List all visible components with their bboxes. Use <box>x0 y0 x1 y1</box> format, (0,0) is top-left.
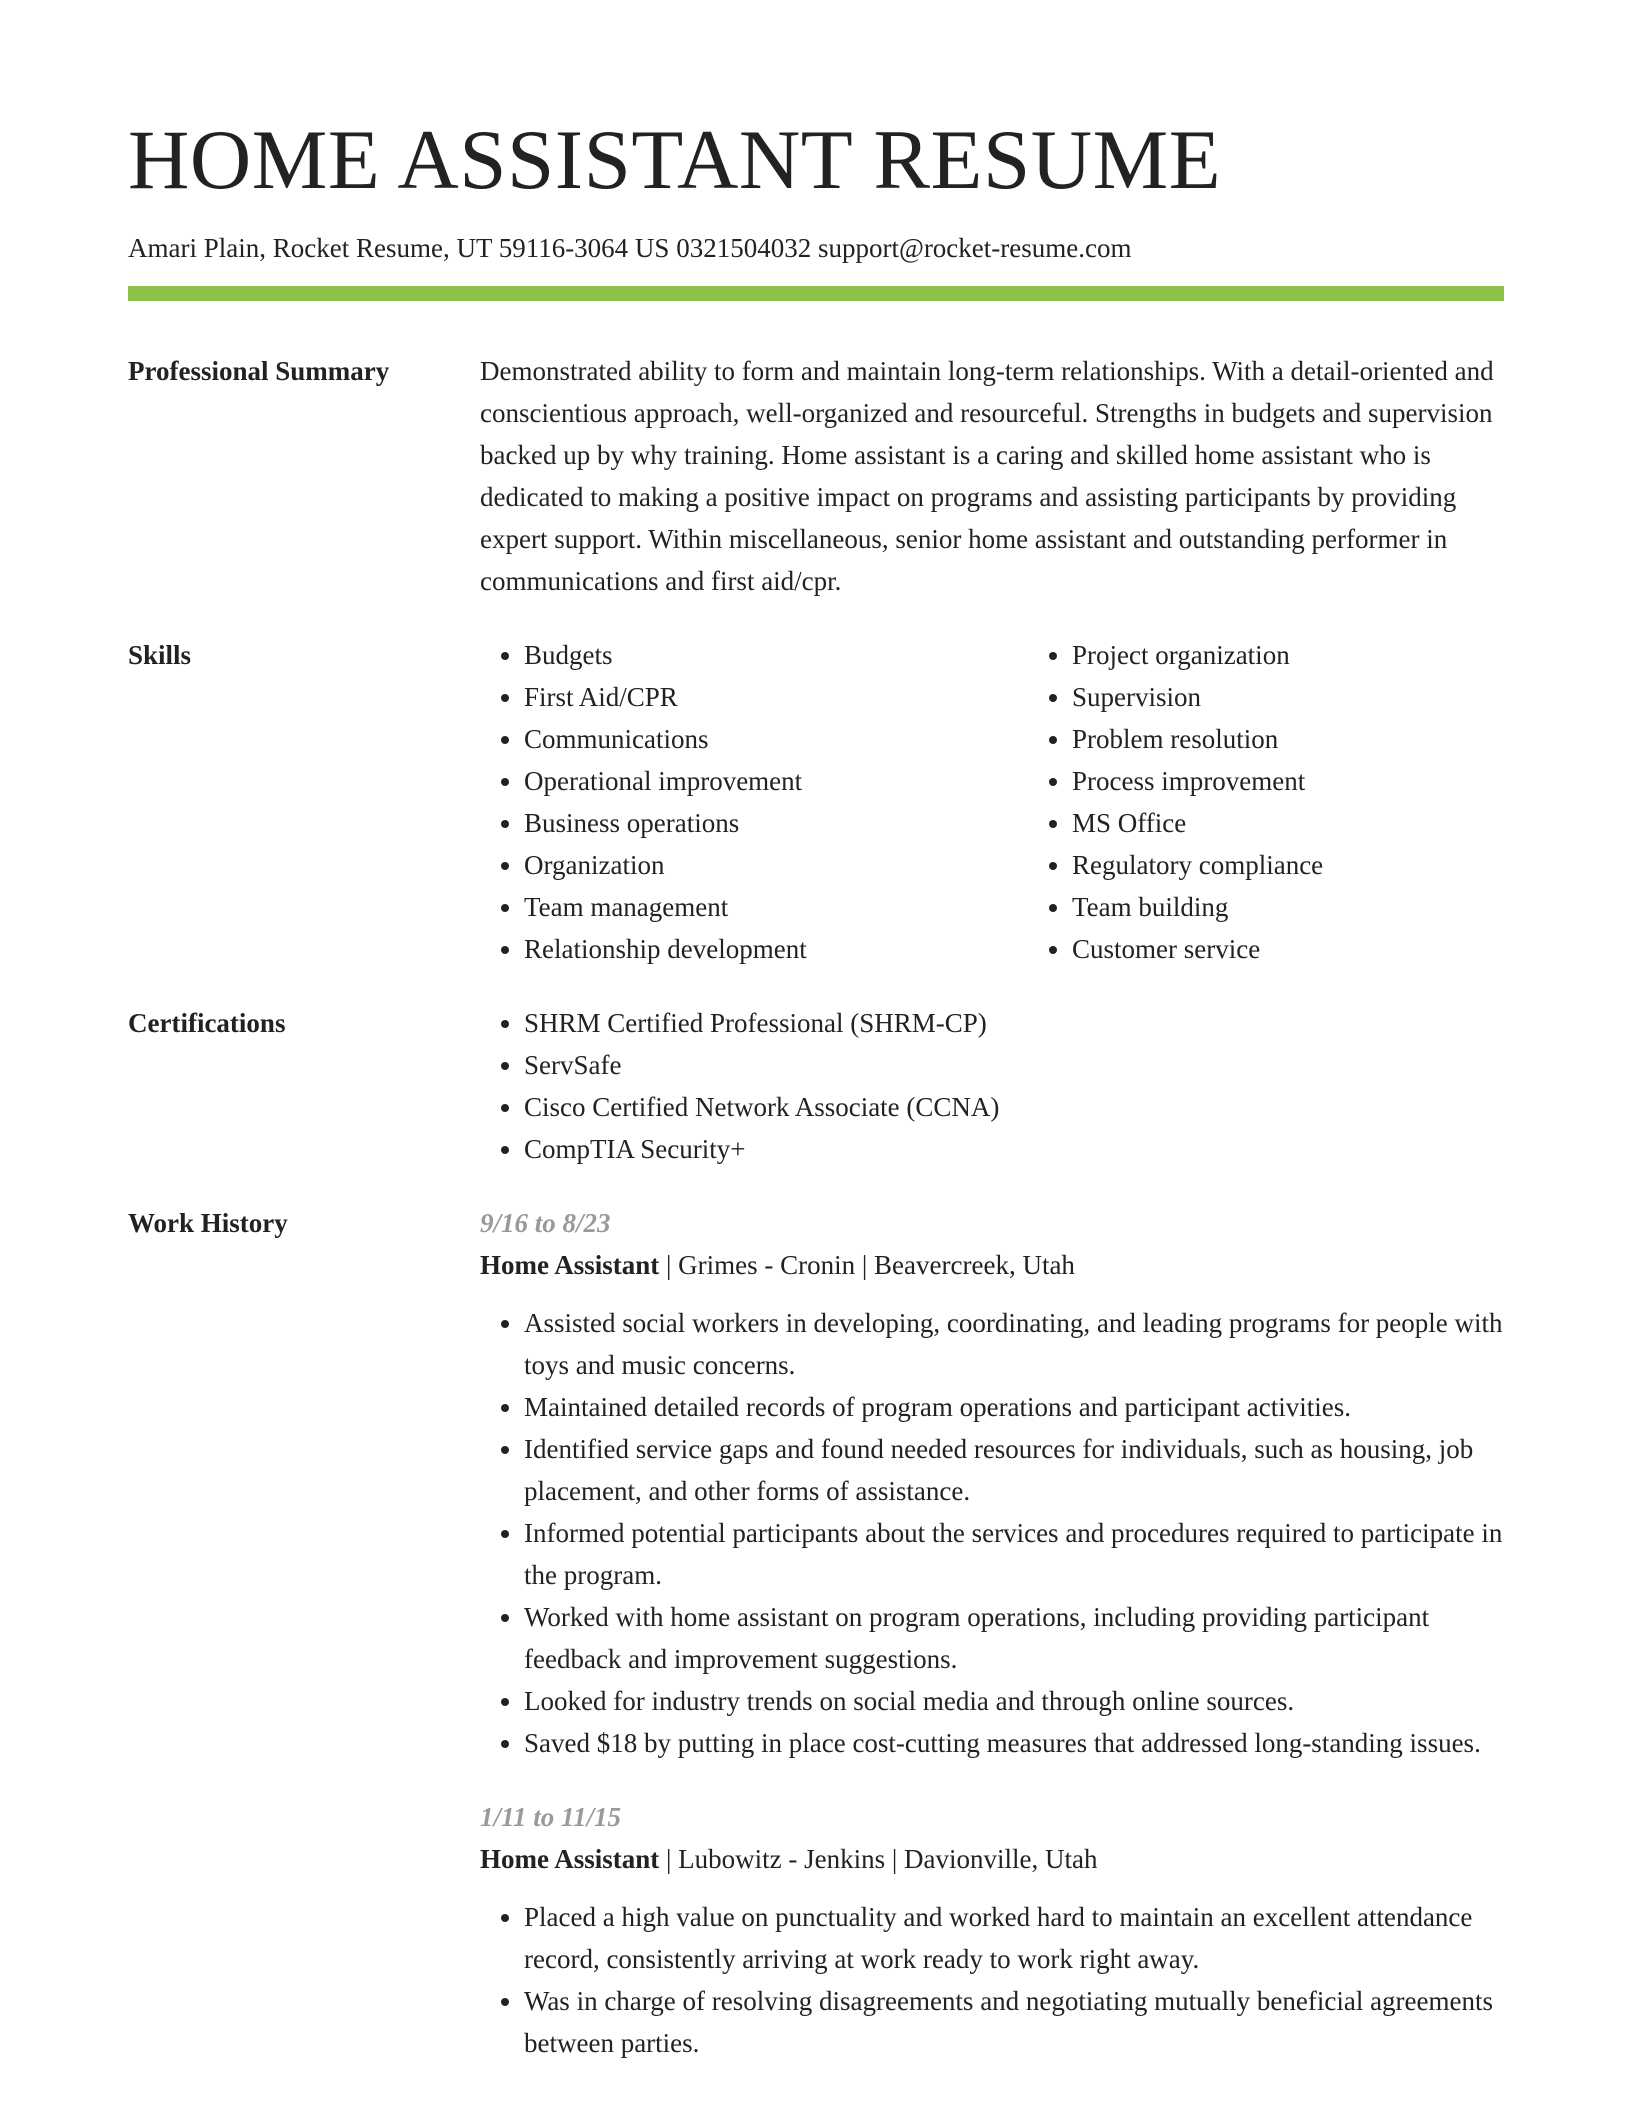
job-entry <box>480 1202 1504 1764</box>
job-role: Home Assistant <box>480 1844 660 1874</box>
job-duty: • Saved $18 by putting in place cost-cutting measures that addressed long-standing issues. <box>524 1722 1504 1764</box>
skill-item: • Supervision <box>1072 676 1576 718</box>
skill-item: • Business operations <box>524 802 1028 844</box>
section-label-summary: Professional Summary <box>128 356 390 386</box>
skills-list-left <box>480 634 1028 970</box>
job-title-line <box>480 1838 1504 1880</box>
contact-line: Amari Plain, Rocket Resume, UT 59116-3064 US 0321504032 support@rocket-resume.com <box>128 233 1132 263</box>
section-label-work-history: Work History <box>128 1208 288 1238</box>
section-certifications <box>128 1002 1504 1170</box>
job-duty: • Assisted social workers in developing, coordinating, and leading programs for people with toys and music concerns. <box>524 1302 1504 1386</box>
job-duties-list <box>480 1302 1504 1764</box>
job-entry <box>480 1796 1504 2064</box>
skill-item: • Budgets <box>524 634 1028 676</box>
certification-item: • Cisco Certified Network Associate (CCNA) <box>524 1086 1504 1128</box>
work-history-content <box>480 1202 1504 2064</box>
skill-item: • Regulatory compliance <box>1072 844 1576 886</box>
job-role: Home Assistant <box>480 1250 660 1280</box>
section-skills <box>128 634 1504 970</box>
job-duty: • Informed potential participants about the services and procedures required to participate in the program. <box>524 1512 1504 1596</box>
section-label-certifications: Certifications <box>128 1008 286 1038</box>
job-employer-location: | Grimes - Cronin | Beavercreek, Utah <box>659 1250 1075 1280</box>
skill-item: • Operational improvement <box>524 760 1028 802</box>
job-duty: • Identified service gaps and found needed resources for individuals, such as housing, job placement, and other forms of assistance. <box>524 1428 1504 1512</box>
job-dates: 1/11 to 11/15 <box>480 1802 622 1832</box>
job-duties-list <box>480 1896 1504 2064</box>
skill-item: • MS Office <box>1072 802 1576 844</box>
job-dates: 9/16 to 8/23 <box>480 1208 611 1238</box>
accent-divider <box>128 286 1504 301</box>
skill-item: • Team management <box>524 886 1028 928</box>
summary-text: Demonstrated ability to form and maintain long-term relationships. With a detail-oriented and conscientious approach, well-organized and resourceful. Strengths in budgets and supervision backed up by why training. Home assistant is a caring and skilled home assistant who is dedicated to making a positive impact on programs and assisting participants by providing expert support. Within miscellaneous, senior home assistant and outstanding performer in communications and first aid/cpr. <box>480 356 1494 596</box>
certifications-content <box>480 1002 1504 1170</box>
job-duty: • Maintained detailed records of program operations and participant activities. <box>524 1386 1504 1428</box>
skills-columns <box>480 634 1576 970</box>
section-work-history <box>128 1202 1504 2064</box>
resume-title: HOME ASSISTANT RESUME <box>128 113 1222 207</box>
skill-item: • Problem resolution <box>1072 718 1576 760</box>
skill-item: • Organization <box>524 844 1028 886</box>
skill-item: • First Aid/CPR <box>524 676 1028 718</box>
job-duty: • Placed a high value on punctuality and worked hard to maintain an excellent attendance record, consistently arriving at work ready to work right away. <box>524 1896 1504 1980</box>
certifications-list <box>480 1002 1504 1170</box>
certification-item: • SHRM Certified Professional (SHRM-CP) <box>524 1002 1504 1044</box>
section-label-skills: Skills <box>128 640 192 670</box>
skills-list-right <box>1028 634 1576 970</box>
certification-item: • CompTIA Security+ <box>524 1128 1504 1170</box>
job-duty: • Was in charge of resolving disagreements and negotiating mutually beneficial agreements between parties. <box>524 1980 1504 2064</box>
skill-item: • Customer service <box>1072 928 1576 970</box>
skill-item: • Team building <box>1072 886 1576 928</box>
skill-item: • Relationship development <box>524 928 1028 970</box>
skill-item: • Process improvement <box>1072 760 1576 802</box>
certification-item: • ServSafe <box>524 1044 1504 1086</box>
skill-item: • Communications <box>524 718 1028 760</box>
job-duty: • Looked for industry trends on social media and through online sources. <box>524 1680 1504 1722</box>
skill-item: • Project organization <box>1072 634 1576 676</box>
section-professional-summary <box>128 350 1504 602</box>
job-employer-location: | Lubowitz - Jenkins | Davionville, Utah <box>659 1844 1098 1874</box>
resume-sections <box>128 350 1504 2064</box>
summary-content <box>480 350 1504 602</box>
job-title-line <box>480 1244 1504 1286</box>
job-duty: • Worked with home assistant on program operations, including providing participant feedback and improvement suggestions. <box>524 1596 1504 1680</box>
